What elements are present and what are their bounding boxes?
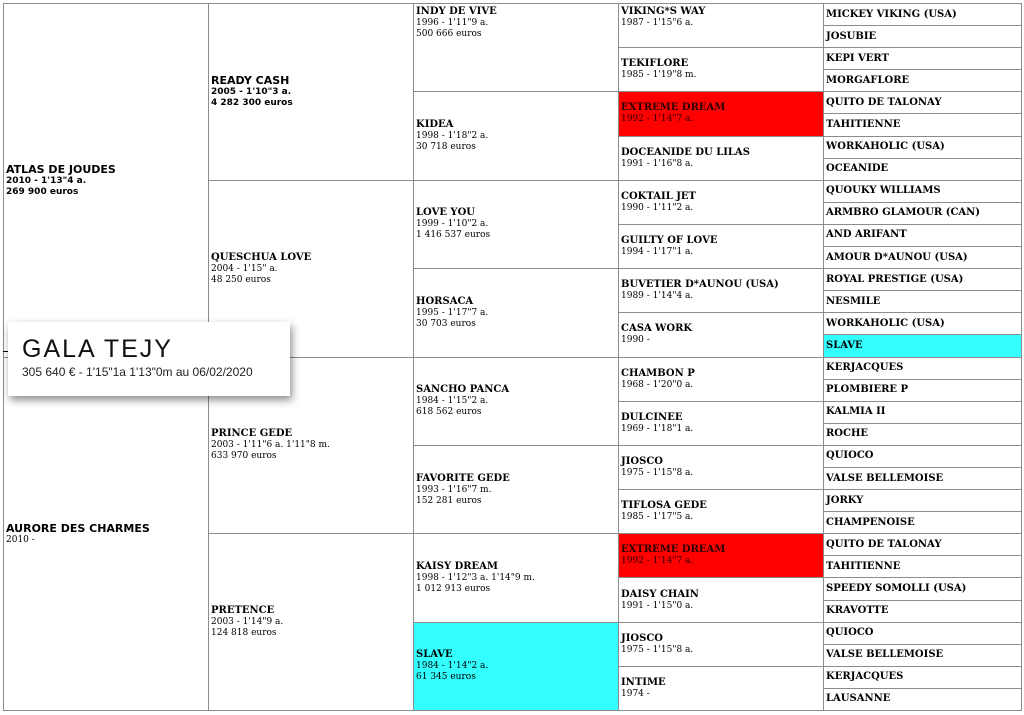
gen3-cell[interactable] — [414, 445, 619, 533]
gen4-cell[interactable] — [619, 180, 824, 224]
gen5-cell[interactable] — [824, 666, 1022, 688]
horse-stats: 305 640 € - 1'15"1a 1'13"0m au 06/02/2020 — [22, 365, 253, 379]
gen4-cell[interactable] — [619, 490, 824, 534]
horse-name-label: JIOSCO — [621, 632, 664, 644]
horse-name-label: HORSACA — [416, 295, 474, 307]
horse-name-label: CHAMBON P — [621, 367, 695, 379]
horse-earnings: 124 818 euros — [211, 628, 277, 639]
horse-record: 1991 - 1'16"8 a. — [621, 158, 694, 169]
dam-cell[interactable] — [4, 357, 209, 711]
horse-earnings: 618 562 euros — [416, 407, 482, 418]
horse-name-label: DULCINEE — [621, 411, 683, 423]
horse-name-label: QUOUKY WILLIAMS — [826, 185, 941, 197]
horse-name-label: TIFLOSA GEDE — [621, 500, 707, 512]
horse-record: 1991 - 1'15"0 a. — [621, 600, 694, 611]
horse-record: 2010 - 1'13"4 a. — [6, 175, 87, 186]
gen4-cell[interactable] — [619, 224, 824, 268]
gen4-cell[interactable] — [619, 578, 824, 622]
horse-name-label: KERJACQUES — [826, 671, 904, 683]
horse-name-label: AURORE DES CHARMES — [6, 521, 150, 535]
horse-name-label: KRAVOTTE — [826, 605, 889, 617]
horse-record: 1987 - 1'15"6 a. — [621, 18, 694, 28]
horse-name-label: SLAVE — [826, 339, 863, 351]
horse-name-label: QUIOCO — [826, 450, 874, 462]
horse-name-label: QUITO DE TALONAY — [826, 538, 942, 550]
horse-record: 2005 - 1'10"3 a. — [211, 87, 292, 98]
horse-record: 2003 - 1'14"9 a. — [211, 617, 284, 628]
horse-name-label: PRINCE GEDE — [211, 428, 293, 440]
horse-name-label: FAVORITE GEDE — [416, 472, 510, 484]
horse-name-label: VALSE BELLEMOISE — [826, 472, 944, 484]
horse-name-label: SANCHO PANCA — [416, 384, 510, 396]
gen3-cell[interactable] — [414, 269, 619, 357]
gen5-cell[interactable] — [824, 180, 1022, 202]
horse-name-label: BUVETIER D*AUNOU (USA) — [621, 279, 779, 291]
gen5-cell[interactable] — [824, 247, 1022, 269]
horse-name-label: LOVE YOU — [416, 207, 475, 219]
horse-earnings: 30 703 euros — [416, 318, 476, 329]
gen5-cell[interactable] — [824, 136, 1022, 158]
horse-name-label: GUILTY OF LOVE — [621, 235, 718, 247]
gen5-cell[interactable] — [824, 70, 1022, 92]
gen3-cell[interactable] — [414, 357, 619, 445]
gen4-cell[interactable] — [619, 622, 824, 666]
horse-name-label: ATLAS DE JOUDES — [6, 162, 116, 176]
horse-name-label: KALMIA II — [826, 406, 886, 418]
horse-name-label: INDY DE VIVE — [416, 6, 497, 17]
gen5-cell[interactable] — [824, 644, 1022, 666]
gen5-cell[interactable] — [824, 401, 1022, 423]
horse-record: 1990 - — [621, 335, 650, 346]
horse-name-label: JOSUBIE — [826, 30, 877, 42]
horse-record: 1984 - 1'14"2 a. — [416, 661, 489, 672]
horse-record: 1992 - 1'14"7 a. — [621, 556, 694, 567]
gen5-cell[interactable] — [824, 379, 1022, 401]
grandparent-cell[interactable] — [209, 534, 414, 711]
horse-name-label: CHAMPENOISE — [826, 516, 915, 528]
horse-record: 1995 - 1'17"7 a. — [416, 307, 489, 318]
horse-name-label: DAISY CHAIN — [621, 588, 699, 600]
horse-name-label: ROYAL PRESTIGE (USA) — [826, 273, 964, 285]
horse-record: 1993 - 1'16"7 m. — [416, 484, 492, 495]
gen4-cell[interactable] — [619, 666, 824, 710]
horse-record: 1998 - 1'18"2 a. — [416, 131, 489, 142]
gen3-cell[interactable] — [414, 4, 619, 92]
gen4-cell[interactable] — [619, 136, 824, 180]
gen5-cell[interactable] — [824, 291, 1022, 313]
gen5-cell[interactable] — [824, 269, 1022, 291]
gen5-cell[interactable] — [824, 556, 1022, 578]
horse-record: 1985 - 1'17"5 a. — [621, 512, 694, 523]
gen4-cell[interactable] — [619, 92, 824, 136]
horse-name-label: CASA WORK — [621, 323, 693, 335]
horse-record: 1975 - 1'15"8 a. — [621, 644, 694, 655]
gen5-cell[interactable] — [824, 357, 1022, 379]
gen5-cell[interactable] — [824, 313, 1022, 335]
sire-cell[interactable] — [4, 4, 209, 358]
horse-earnings: 633 970 euros — [211, 451, 277, 462]
gen3-cell[interactable] — [414, 180, 619, 268]
horse-name-label: QUESCHUA LOVE — [211, 251, 312, 263]
gen4-cell[interactable] — [619, 401, 824, 445]
horse-name-label: DOCEANIDE DU LILAS — [621, 146, 750, 158]
gen4-cell[interactable] — [619, 445, 824, 489]
gen4-cell[interactable] — [619, 48, 824, 92]
gen5-cell[interactable] — [824, 467, 1022, 489]
horse-earnings: 1 416 537 euros — [416, 230, 491, 241]
horse-name-label: TEKIFLORE — [621, 58, 689, 70]
horse-record: 1989 - 1'14"4 a. — [621, 291, 694, 302]
horse-record: 1969 - 1'18"1 a. — [621, 423, 694, 434]
horse-name-label: KAISY DREAM — [416, 560, 498, 572]
horse-name-label: MICKEY VIKING (USA) — [826, 8, 957, 20]
horse-badge — [8, 322, 290, 396]
horse-earnings: 4 282 300 euros — [211, 98, 293, 109]
horse-name-label: QUITO DE TALONAY — [826, 96, 942, 108]
horse-name-label: ARMBRO GLAMOUR (CAN) — [826, 207, 981, 219]
horse-earnings: 1 012 913 euros — [416, 583, 491, 594]
gen5-cell[interactable] — [824, 92, 1022, 114]
horse-record: 1996 - 1'11"9 a. — [416, 18, 489, 28]
horse-name-label: VIKING*S WAY — [621, 6, 706, 17]
horse-name-label: SLAVE — [416, 649, 453, 661]
horse-record: 1974 - — [621, 688, 650, 699]
horse-name-label: LAUSANNE — [826, 693, 891, 705]
horse-name-label: PLOMBIERE P — [826, 384, 909, 396]
horse-name-label: WORKAHOLIC (USA) — [826, 317, 945, 329]
gen5-cell[interactable] — [824, 158, 1022, 180]
horse-name-label: TAHITIENNE — [826, 560, 901, 572]
horse-record: 2003 - 1'11"6 a. 1'11"8 m. — [211, 440, 330, 451]
gen5-cell[interactable] — [824, 202, 1022, 224]
horse-name-label: KERJACQUES — [826, 362, 904, 374]
horse-name-label: PRETENCE — [211, 605, 275, 617]
horse-earnings: 30 718 euros — [416, 142, 476, 153]
horse-name-label: WORKAHOLIC (USA) — [826, 141, 945, 153]
horse-name-label: COKTAIL JET — [621, 190, 696, 202]
gen5-cell[interactable] — [824, 600, 1022, 622]
horse-record: 2010 - — [6, 534, 35, 545]
horse-name-label: AMOUR D*AUNOU (USA) — [826, 251, 968, 263]
gen5-cell[interactable] — [824, 512, 1022, 534]
gen5-cell[interactable] — [824, 445, 1022, 467]
horse-name-label: NESMILE — [826, 295, 881, 307]
horse-name-label: AND ARIFANT — [826, 229, 907, 241]
horse-record: 1985 - 1'19"8 m. — [621, 70, 697, 81]
horse-name-label: KEPI VERT — [826, 52, 889, 64]
gen5-cell[interactable] — [824, 423, 1022, 445]
horse-name-label: JIOSCO — [621, 455, 664, 467]
horse-earnings: 500 666 euros — [416, 29, 482, 39]
horse-record: 1984 - 1'15"2 a. — [416, 396, 489, 407]
gen3-cell[interactable] — [414, 92, 619, 180]
gen5-cell[interactable] — [824, 490, 1022, 512]
horse-name-label: INTIME — [621, 676, 666, 688]
gen5-cell[interactable] — [824, 335, 1022, 357]
horse-record: 2004 - 1'15" a. — [211, 263, 278, 274]
horse-name-label: VALSE BELLEMOISE — [826, 649, 944, 661]
gen5-cell[interactable] — [824, 26, 1022, 48]
horse-name-label: EXTREME DREAM — [621, 102, 726, 114]
horse-earnings: 152 281 euros — [416, 495, 482, 506]
horse-name-label: KIDEA — [416, 119, 454, 131]
horse-name: GALA TEJY — [22, 335, 173, 363]
horse-name-label: TAHITIENNE — [826, 119, 901, 131]
horse-record: 1992 - 1'14"7 a. — [621, 114, 694, 125]
gen4-cell[interactable] — [619, 313, 824, 357]
gen5-cell[interactable] — [824, 224, 1022, 246]
gen5-cell[interactable] — [824, 48, 1022, 70]
gen5-cell[interactable] — [824, 688, 1022, 710]
gen5-cell[interactable] — [824, 622, 1022, 644]
horse-name-label: QUIOCO — [826, 627, 874, 639]
horse-name-label: JORKY — [826, 494, 864, 506]
horse-name-label: OCEANIDE — [826, 163, 889, 175]
gen4-cell[interactable] — [619, 4, 824, 48]
gen5-cell[interactable] — [824, 534, 1022, 556]
horse-record: 1998 - 1'12"3 a. 1'14"9 m. — [416, 572, 535, 583]
gen3-cell[interactable] — [414, 622, 619, 710]
horse-name-label: READY CASH — [211, 74, 290, 88]
horse-name-label: ROCHE — [826, 428, 869, 440]
gen5-cell[interactable] — [824, 4, 1022, 26]
horse-earnings: 269 900 euros — [6, 186, 79, 197]
horse-record: 1999 - 1'10"2 a. — [416, 219, 489, 230]
gen4-cell[interactable] — [619, 269, 824, 313]
horse-record: 1968 - 1'20"0 a. — [621, 379, 694, 390]
horse-earnings: 61 345 euros — [416, 672, 476, 683]
gen3-cell[interactable] — [414, 534, 619, 622]
horse-name-label: EXTREME DREAM — [621, 544, 726, 556]
horse-record: 1990 - 1'11"2 a. — [621, 202, 694, 213]
gen5-cell[interactable] — [824, 114, 1022, 136]
horse-record: 1975 - 1'15"8 a. — [621, 467, 694, 478]
gen5-cell[interactable] — [824, 578, 1022, 600]
horse-name-label: SPEEDY SOMOLLI (USA) — [826, 582, 967, 594]
horse-name-label: MORGAFLORE — [826, 74, 910, 86]
horse-earnings: 48 250 euros — [211, 274, 271, 285]
gen4-cell[interactable] — [619, 357, 824, 401]
gen4-cell[interactable] — [619, 534, 824, 578]
grandparent-cell[interactable] — [209, 4, 414, 181]
horse-record: 1994 - 1'17"1 a. — [621, 247, 694, 258]
